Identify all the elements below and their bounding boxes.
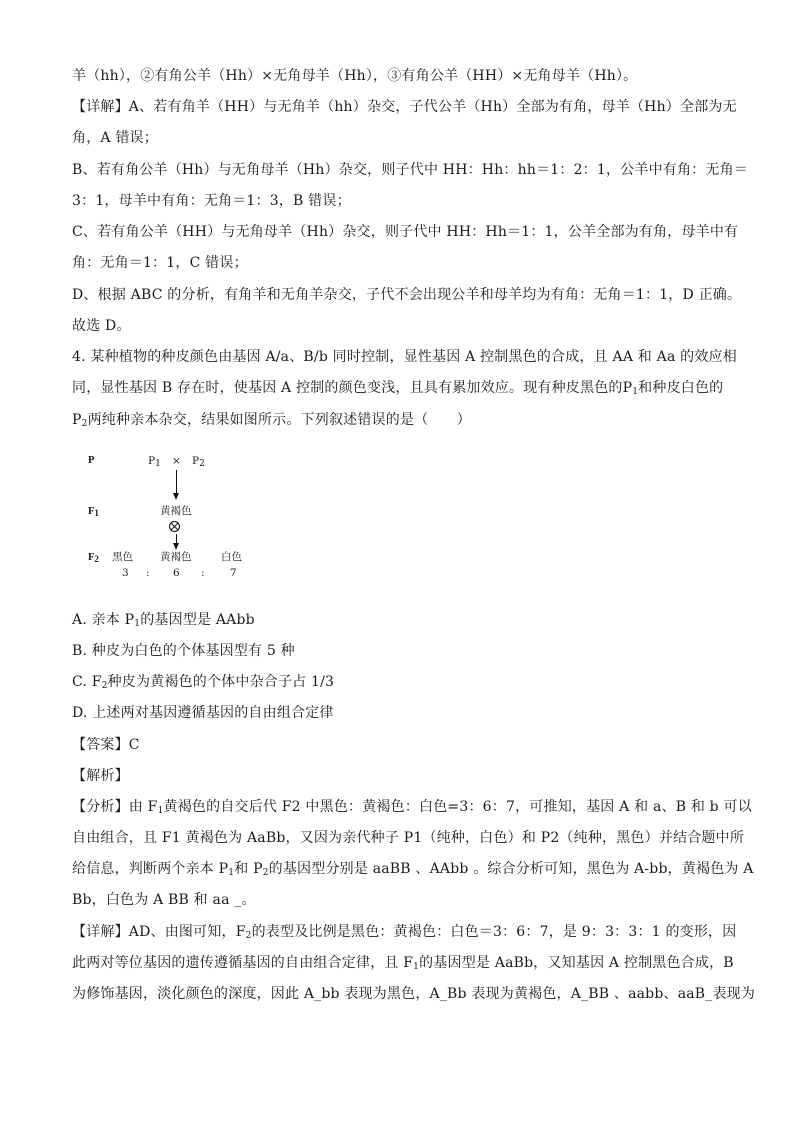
text-line: 角：无角＝1：1，C 错误； <box>72 255 248 271</box>
ratio-yellow-brown: 6 <box>173 567 180 579</box>
analysis-line: 【分析】由 $F_1$黄褐色的自交后代 F2 中黑色：黄褐色：白色=3：6：7，可推知，基因 A 和 a、B 和 b 可以 <box>72 799 752 816</box>
f2-yellow-brown: 黄褐色 <box>160 551 192 563</box>
text-line: 3：1，母羊中有角：无角＝1：3，B 错误； <box>72 193 351 209</box>
text-line: 角，A 错误； <box>72 130 158 146</box>
cross-diagram <box>80 448 280 588</box>
analysis-heading: 【解析】 <box>72 768 129 784</box>
detail-line: 为修饰基因，淡化颜色的深度，因此 A_bb 表现为黑色，A_Bb 表现为黄褐色，A_BB 、aabb、aaB_表现为 <box>72 986 756 1002</box>
arrow-head-icon <box>173 543 179 550</box>
generation-label-p: P <box>88 455 95 466</box>
answer: 【答案】C <box>72 737 140 753</box>
text-line: C、若有角公羊（HH）与无角母羊（Hh）杂交，则子代中 HH：Hh＝1：1，公羊全部为有角，母羊中有 <box>72 224 739 240</box>
ratio-separator: : <box>146 567 150 579</box>
analysis-line: Bb，白色为 A BB 和 aa _。 <box>72 892 256 908</box>
text-line: D、根据 ABC 的分析，有角羊和无角羊杂交，子代不会出现公羊和母羊均为有角：无角＝1：1，D 正确。 <box>72 287 742 303</box>
analysis-line: 自由组合，且 F1 黄褐色为 AaBb，又因为亲代种子 P1（纯种，白色）和 P2（纯种，黑色）并结合题中所 <box>72 830 745 846</box>
f2-white: 白色 <box>221 551 242 563</box>
question-line: 4. 某种植物的种皮颜色由基因 A/a、B/b 同时控制，显性基因 A 控制黑色的合成，且 AA 和 Aa 的效应相 <box>72 349 737 365</box>
option-b: B. 种皮为白色的个体基因型有 5 种 <box>72 643 295 659</box>
question-line: 同，显性基因 B 存在时，使基因 A 控制的颜色变浅，且具有累加效应。现有种皮黑色的$P_1$和种皮白色的 <box>72 380 724 397</box>
ratio-black: 3 <box>122 567 129 579</box>
parent-p1: $P_1$ <box>148 455 161 469</box>
generation-label-f2: $F_2$ <box>88 552 99 564</box>
f1-phenotype: 黄褐色 <box>160 505 192 517</box>
cross-symbol: × <box>172 455 181 467</box>
parent-p2: $P_2$ <box>192 455 205 469</box>
option-d: D. 上述两对基因遵循基因的自由组合定律 <box>72 705 334 721</box>
text-line: 羊（hh），②有角公羊（Hh）×无角母羊（Hh），③有角公羊（HH）×无角母羊（Hh）。 <box>72 68 638 84</box>
question-line: $P_2$两纯种亲本杂交，结果如图所示。下列叙述错误的是（ ） <box>72 412 471 429</box>
text-line: 故选 D。 <box>72 318 131 334</box>
text-line: B、若有角公羊（Hh）与无角母羊（Hh）杂交，则子代中 HH：Hh：hh＝1：2：1，公羊中有角：无角＝ <box>72 162 748 178</box>
arrow-head-icon <box>173 493 179 500</box>
text-line: 【详解】A、若有角羊（HH）与无角羊（hh）杂交，子代公羊（Hh）全部为有角，母羊（Hh）全部为无 <box>72 99 737 115</box>
arrow-p-to-f1 <box>176 470 177 494</box>
option-c: C. $F_2$种皮为黄褐色的个体中杂合子占 1/3 <box>72 674 335 691</box>
detail-line: 此两对等位基因的遗传遵循基因的自由组合定律，且 $F_1$的基因型是 AaBb，又知基因 A 控制黑色合成，B <box>72 955 734 972</box>
f2-black: 黑色 <box>112 551 133 563</box>
analysis-line: 给信息，判断两个亲本 $P_1$和 $P_2$的基因型分别是 aaBB 、AAbb 。综合分析可知，黑色为 A-bb，黄褐色为 A <box>72 861 754 878</box>
option-a: A. 亲本 $P_1$的基因型是 AAbb <box>72 612 255 629</box>
ratio-white: 7 <box>230 567 237 579</box>
detail-line: 【详解】AD、由图可知，$F_2$的表型及比例是黑色：黄褐色：白色＝3：6：7，是 9：3：3：1 的变形，因 <box>72 924 737 941</box>
generation-label-f1: $F_1$ <box>88 506 99 518</box>
selfing-icon <box>169 521 180 532</box>
ratio-separator: : <box>201 567 205 579</box>
